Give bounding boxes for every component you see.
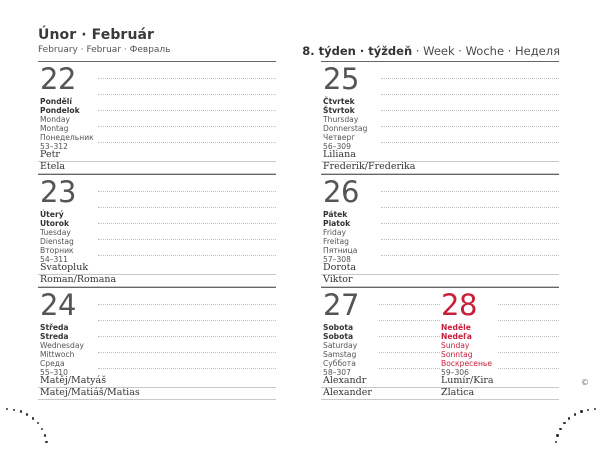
corner-dot bbox=[26, 413, 28, 415]
corner-dot bbox=[594, 408, 596, 410]
month-title: Únor · Február bbox=[38, 27, 155, 43]
day-name-en: Monday bbox=[40, 115, 70, 125]
week-number: 8. týden · týždeň bbox=[302, 44, 413, 58]
writing-line bbox=[381, 126, 559, 127]
corner-dot bbox=[41, 428, 43, 430]
writing-line bbox=[498, 304, 559, 305]
day-name-cz: Sobota bbox=[323, 323, 354, 332]
writing-line bbox=[379, 320, 440, 321]
corner-dot bbox=[580, 410, 582, 412]
day-name-ru: Пятница bbox=[323, 246, 358, 256]
day-names bbox=[323, 97, 367, 152]
day-name-sk: Pondelok bbox=[40, 106, 80, 116]
writing-line bbox=[379, 368, 440, 369]
corner-dot bbox=[45, 441, 47, 443]
writing-line bbox=[98, 255, 276, 256]
writing-line bbox=[98, 336, 276, 337]
nameday-2: Zlatica bbox=[441, 387, 475, 398]
day-name-de: Donnerstag bbox=[323, 124, 368, 134]
corner-dot bbox=[6, 408, 8, 410]
corner-dot bbox=[587, 409, 589, 411]
writing-line bbox=[98, 110, 276, 111]
day-name-cz: Pondělí bbox=[40, 97, 72, 106]
day-number: 22 bbox=[40, 62, 76, 96]
writing-line bbox=[381, 239, 559, 240]
writing-line bbox=[379, 336, 440, 337]
corner-dot bbox=[574, 413, 576, 415]
writing-line bbox=[381, 142, 559, 143]
nameday-line bbox=[38, 399, 276, 400]
writing-line bbox=[98, 368, 276, 369]
day-names bbox=[40, 97, 94, 152]
day-name-sk: Sobota bbox=[323, 332, 354, 342]
nameday-1: Alexandr bbox=[323, 375, 367, 386]
nameday-2: Frederik/Frederika bbox=[323, 161, 416, 172]
day-name-ru: Воскресенье bbox=[441, 359, 493, 369]
writing-line bbox=[381, 255, 559, 256]
day-name-sk: Utorok bbox=[40, 219, 70, 229]
day-name-en: Sunday bbox=[441, 341, 470, 351]
nameday-line bbox=[321, 274, 559, 275]
day-name-ru: Понедельник bbox=[40, 133, 94, 143]
writing-line bbox=[98, 78, 276, 79]
day-of-year: 59–306 bbox=[441, 368, 469, 378]
nameday-2: Roman/Romana bbox=[40, 274, 117, 285]
writing-line bbox=[381, 78, 559, 79]
writing-line bbox=[98, 239, 276, 240]
nameday-line bbox=[38, 161, 276, 162]
day-of-year: 55–310 bbox=[40, 368, 68, 378]
day-names bbox=[323, 323, 357, 378]
writing-line bbox=[381, 223, 559, 224]
corner-dot bbox=[13, 409, 15, 411]
writing-line bbox=[98, 191, 276, 192]
writing-line bbox=[381, 191, 559, 192]
corner-dot bbox=[32, 417, 34, 419]
day-name-en: Friday bbox=[323, 228, 347, 238]
nameday-2: Matej/Matiáš/Matias bbox=[40, 387, 140, 398]
nameday-2: Etela bbox=[40, 161, 66, 172]
day-names bbox=[40, 210, 74, 265]
day-name-ru: Суббота bbox=[323, 359, 356, 369]
day-name-cz: Neděle bbox=[441, 323, 471, 332]
day-name-de: Sonntag bbox=[441, 350, 473, 360]
day-name-en: Thursday bbox=[323, 115, 359, 125]
corner-dot bbox=[563, 422, 565, 424]
writing-line bbox=[381, 94, 559, 95]
day-name-ru: Вторник bbox=[40, 246, 74, 256]
week-title bbox=[302, 44, 560, 58]
day-of-year: 53–312 bbox=[40, 142, 68, 152]
day-number: 27 bbox=[323, 288, 359, 322]
day-of-year: 58–307 bbox=[323, 368, 351, 378]
day-name-ru: Среда bbox=[40, 359, 65, 369]
writing-line bbox=[98, 352, 276, 353]
writing-line bbox=[98, 94, 276, 95]
writing-line bbox=[379, 304, 440, 305]
nameday-1: Lumír/Kira bbox=[441, 375, 494, 386]
nameday-1: Dorota bbox=[323, 262, 357, 273]
day-name-sk: Nedeľa bbox=[441, 332, 472, 342]
day-of-year: 57–308 bbox=[323, 255, 351, 265]
nameday-2: Viktor bbox=[323, 274, 353, 285]
writing-line bbox=[498, 368, 559, 369]
day-name-de: Samstag bbox=[323, 350, 357, 360]
writing-line bbox=[98, 207, 276, 208]
writing-line bbox=[98, 304, 276, 305]
day-name-cz: Středa bbox=[40, 323, 69, 332]
nameday-line bbox=[321, 399, 559, 400]
nameday-1: Matěj/Matyáš bbox=[40, 375, 107, 386]
day-name-ru: Четверг bbox=[323, 133, 356, 143]
writing-line bbox=[379, 352, 440, 353]
day-name-de: Montag bbox=[40, 124, 69, 134]
day-name-sk: Piatok bbox=[323, 219, 351, 229]
copyright-mark: © bbox=[581, 378, 589, 387]
day-name-cz: Čtvrtek bbox=[323, 97, 355, 106]
day-of-year: 54–311 bbox=[40, 255, 68, 265]
day-number: 23 bbox=[40, 175, 76, 209]
day-name-de: Dienstag bbox=[40, 237, 74, 247]
day-number: 24 bbox=[40, 288, 76, 322]
corner-dot bbox=[556, 434, 558, 436]
writing-line bbox=[381, 110, 559, 111]
writing-line bbox=[98, 126, 276, 127]
day-names bbox=[441, 323, 492, 378]
day-name-de: Mittwoch bbox=[40, 350, 75, 360]
month-subtitle: February · Februar · Февраль bbox=[38, 45, 171, 55]
day-name-en: Saturday bbox=[323, 341, 358, 351]
day-name-sk: Štvrtok bbox=[323, 106, 355, 116]
writing-line bbox=[381, 207, 559, 208]
writing-line bbox=[98, 320, 276, 321]
day-name-cz: Úterý bbox=[40, 210, 64, 219]
corner-dot bbox=[559, 428, 561, 430]
writing-line bbox=[98, 223, 276, 224]
corner-dot bbox=[20, 410, 22, 412]
day-name-de: Freitag bbox=[323, 237, 350, 247]
corner-dot bbox=[44, 434, 46, 436]
corner-dot bbox=[568, 417, 570, 419]
nameday-1: Petr bbox=[40, 149, 60, 160]
corner-dot bbox=[555, 441, 557, 443]
nameday-1: Svatopluk bbox=[40, 262, 89, 273]
writing-line bbox=[498, 320, 559, 321]
day-name-en: Tuesday bbox=[40, 228, 71, 238]
day-names bbox=[323, 210, 357, 265]
writing-line bbox=[498, 336, 559, 337]
corner-dot bbox=[37, 422, 39, 424]
day-name-en: Wednesday bbox=[40, 341, 84, 351]
writing-line bbox=[98, 142, 276, 143]
nameday-1: Liliana bbox=[323, 149, 356, 160]
day-name-sk: Streda bbox=[40, 332, 69, 342]
day-number: 26 bbox=[323, 175, 359, 209]
writing-line bbox=[498, 352, 559, 353]
day-number: 25 bbox=[323, 62, 359, 96]
day-of-year: 56–309 bbox=[323, 142, 351, 152]
day-name-cz: Pátek bbox=[323, 210, 348, 219]
week-label: · Week · Woche · Неделя bbox=[412, 44, 560, 58]
nameday-2: Alexander bbox=[323, 387, 372, 398]
day-number: 28 bbox=[441, 288, 477, 322]
day-names bbox=[40, 323, 84, 378]
